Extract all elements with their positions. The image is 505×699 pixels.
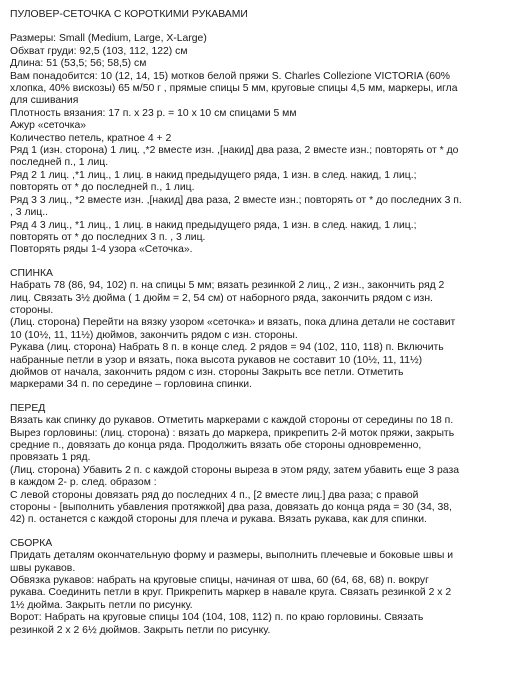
- intro-line: хлопка, 40% вискозы) 65 м/50 г , прямые спицы 5 мм, круговые спицы 4,5 мм, маркеры, игла: [10, 83, 458, 95]
- section-line: Придать деталям окончательную форму и размеры, выполнить плечевые и боковые швы и: [10, 550, 454, 562]
- section-line: 1½ дюйма. Закрыть петли по рисунку.: [10, 599, 193, 611]
- section-assembly: [10, 538, 498, 637]
- intro-line: повторять от * до последней п., 1 лиц.: [10, 182, 195, 194]
- intro-line: Плотность вязания: 17 п. х 23 р. = 10 х 10 см спицами 5 мм: [10, 107, 297, 119]
- intro-line: , 3 лиц..: [10, 207, 49, 219]
- intro-line: Длина: 51 (53,5; 56; 58,5) см: [10, 58, 147, 70]
- section-heading: СПИНКА: [10, 267, 53, 279]
- intro-line: Повторять ряды 1-4 узора «Сеточка».: [10, 244, 193, 256]
- section-line: стороны - [выполнить убавления протяжкой] два раза, довязать до конца ряда = 30 (34, 38,: [10, 502, 452, 514]
- section-line: (Лиц. сторона) Убавить 2 п. с каждой стороны выреза в этом ряду, затем убавить еще 3 раза: [10, 464, 459, 476]
- section-line: С левой стороны довязать ряд до последних 4 п., [2 вместе лиц.] два раза; с правой: [10, 489, 419, 501]
- intro-line: Ряд 2 1 лиц. ,*1 лиц., 1 лиц. в накид предыдущего ряда, 1 изн. в след. накид, 1 лиц.;: [10, 169, 417, 181]
- section-line: 10 (10½, 11, 11½) дюймов, закончить рядом с изн. стороны.: [10, 329, 298, 341]
- intro-block: [10, 33, 498, 256]
- section-heading: СБОРКА: [10, 537, 53, 549]
- section-line: дюймов от начала, закончить рядом с изн. стороны Закрыть все петли. Отметить: [10, 366, 404, 378]
- intro-line: Ажур «сеточка»: [10, 120, 87, 132]
- section-heading: ПЕРЕД: [10, 402, 46, 414]
- section-line: набранные петли в узор и вязать, пока высота рукавов не составит 10 (10½, 11, 11½): [10, 354, 423, 366]
- section-line: рукава. Соединить петли в круг. Прикрепить маркер в навале круга. Связать резинкой 2 х 2: [10, 587, 452, 599]
- section-back: [10, 268, 498, 392]
- section-line: 42) п. останется с каждой стороны для плеча и рукава. Вязать рукава, как для спинки.: [10, 514, 427, 526]
- section-line: Рукава (лиц. сторона) Набрать 8 п. в конце след. 2 рядов = 94 (102, 110, 118) п. Включить: [10, 342, 444, 354]
- section-line: стороны.: [10, 304, 54, 316]
- document-title: ПУЛОВЕР-СЕТОЧКА С КОРОТКИМИ РУКАВАМИ: [10, 9, 248, 20]
- section-line: Обвязка рукавов: набрать на круговые спицы, начиная от шва, 60 (64, 68, 68) п. вокруг: [10, 575, 429, 587]
- document: [10, 9, 498, 637]
- section-line: Вырез горловины: (лиц. сторона) : вязать до маркера, прикрепить 2-й моток пряжи, закрыть: [10, 427, 455, 439]
- intro-line: Обхват груди: 92,5 (103, 112, 122) см: [10, 45, 188, 57]
- intro-line: Ряд 3 3 лиц., *2 вместе изн. ,[накид] два раза, 2 вместе изн.; повторять от * до последних 3 п.: [10, 194, 462, 206]
- intro-line: Ряд 4 3 лиц., *1 лиц., 1 лиц. в накид предыдущего ряда, 1 изн. в след. накид, 1 лиц.;: [10, 219, 417, 231]
- intro-line: последней п., 1 лиц.: [10, 157, 109, 169]
- section-line: Вязать как спинку до рукавов. Отметить маркерами с каждой стороны от середины по 18 п.: [10, 415, 454, 427]
- section-front: [10, 403, 498, 527]
- intro-line: повторять от * до последних 3 п. , 3 лиц.: [10, 231, 206, 243]
- section-line: резинкой 2 х 2 6½ дюймов. Закрыть петли по рисунку.: [10, 624, 271, 636]
- section-line: маркерами 34 п. по середине – горловина спинки.: [10, 379, 252, 391]
- intro-line: Ряд 1 (изн. сторона) 1 лиц. ,*2 вместе изн. ,[накид] два раза, 2 вместе изн.; повторять от * до: [10, 145, 459, 157]
- section-line: (Лиц. сторона) Перейти на вязку узором «сеточка» и вязать, пока длина детали не составит: [10, 317, 456, 329]
- intro-line: Вам понадобится: 10 (12, 14, 15) мотков белой пряжи S. Charles Collezione VICTORIA (60%: [10, 70, 450, 82]
- section-line: средние п., довязать до конца ряда. Продолжить вязать обе стороны одновременно,: [10, 440, 422, 451]
- section-line: в каждом 2- р. след. образом :: [10, 477, 157, 489]
- section-line: Набрать 78 (86, 94, 102) п. на спицы 5 мм; вязать резинкой 2 лиц., 2 изн., закончить ряд 2: [10, 280, 445, 292]
- intro-line: Размеры: Small (Medium, Large, X-Large): [10, 33, 207, 45]
- intro-line: Количество петель, кратное 4 + 2: [10, 132, 172, 144]
- section-line: швы рукавов.: [10, 562, 76, 574]
- section-line: лиц. Связать 3½ дюйма ( 1 дюйм = 2, 54 см) от наборного ряда, закончить рядом с изн.: [10, 292, 433, 304]
- intro-line: для сшивания: [10, 95, 79, 107]
- section-line: провязать 1 ряд.: [10, 452, 91, 464]
- section-line: Ворот: Набрать на круговые спицы 104 (104, 108, 112) п. по краю горловины. Связать: [10, 612, 424, 624]
